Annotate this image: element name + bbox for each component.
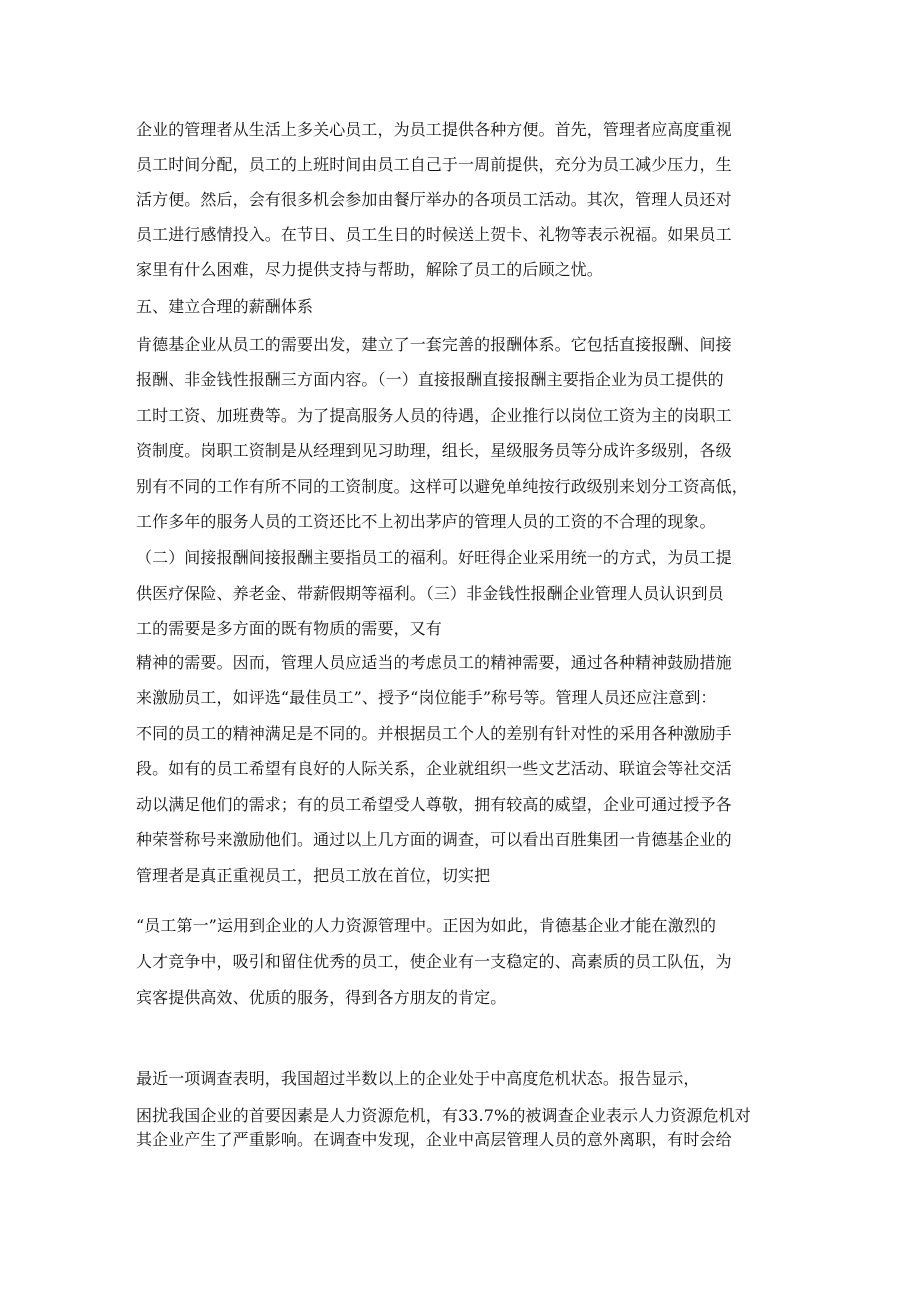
paragraph-line: 种荣誉称号来激励他们。通过以上几方面的调查，可以看出百胜集团一肯德基企业的 bbox=[136, 830, 732, 849]
paragraph-line: 工的需要是多方面的既有物质的需要，又有 bbox=[136, 619, 442, 638]
paragraph-line: 人才竞争中，吸引和留住优秀的员工，使企业有一支稳定的、高素质的员工队伍，为 bbox=[136, 952, 732, 971]
paragraph-line: 来激励员工，如评选“最佳员工”、授予“岗位能手”称号等。管理人员还应注意到： bbox=[136, 688, 717, 707]
paragraph-line: 员工进行感情投入。在节日、员工生日的时候送上贺卡、礼物等表示祝福。如果员工 bbox=[136, 225, 732, 244]
paragraph-line: 不同的员工的精神满足是不同的。并根据员工个人的差别有针对性的采用各种激励手 bbox=[136, 724, 732, 743]
paragraph-line: 企业的管理者从生活上多关心员工，为员工提供各种方便。首先，管理者应高度重视 bbox=[136, 120, 732, 139]
paragraph-line: 肯德基企业从员工的需要出发，建立了一套完善的报酬体系。它包括直接报酬、间接 bbox=[136, 335, 732, 354]
paragraph-line: 动以满足他们的需求；有的员工希望受人尊敬，拥有较高的威望，企业可通过授予各 bbox=[136, 795, 732, 814]
paragraph-line: 管理者是真正重视员工，把员工放在首位，切实把 bbox=[136, 866, 491, 885]
paragraph-line: 报酬、非金钱性报酬三方面内容。（一）直接报酬直接报酬主要指企业为员工提供的 bbox=[136, 370, 724, 389]
paragraph-line: 其企业产生了严重影响。在调查中发现，企业中高层管理人员的意外离职，有时会给 bbox=[136, 1130, 732, 1149]
paragraph-line: （二）间接报酬间接报酬主要指员工的福利。好旺得企业采用统一的方式，为员工提 bbox=[136, 548, 732, 567]
section-heading: 五、建立合理的薪酬体系 bbox=[136, 297, 314, 316]
paragraph-line: 段。如有的员工希望有良好的人际关系，企业就组织一些文艺活动、联谊会等社交活 bbox=[136, 759, 732, 778]
paragraph-line: 工作多年的服务人员的工资还比不上初出茅庐的管理人员的工资的不合理的现象。 bbox=[136, 512, 716, 531]
paragraph-line: 供医疗保险、养老金、带薪假期等福利。（三）非金钱性报酬企业管理人员认识到员 bbox=[136, 584, 724, 603]
paragraph-line: 困扰我国企业的首要因素是人力资源危机，有33.7%的被调查企业表示人力资源危机对 bbox=[136, 1106, 751, 1125]
paragraph-line: 精神的需要。因而，管理人员应适当的考虑员工的精神需要，通过各种精神鼓励措施 bbox=[136, 653, 732, 672]
paragraph-line: 宾客提供高效、优质的服务，得到各方朋友的肯定。 bbox=[136, 988, 507, 1007]
paragraph-line: 活方便。然后，会有很多机会参加由餐厅举办的各项员工活动。其次，管理人员还对 bbox=[136, 190, 732, 209]
paragraph-line: 最近一项调查表明，我国超过半数以上的企业处于中高度危机状态。报告显示， bbox=[136, 1069, 700, 1088]
paragraph-line: 家里有什么困难，尽力提供支持与帮助，解除了员工的后顾之忧。 bbox=[136, 260, 603, 279]
paragraph-line: “员工第一”运用到企业的人力资源管理中。正因为如此，肯德基企业才能在激烈的 bbox=[136, 916, 717, 935]
paragraph-line: 工时工资、加班费等。为了提高服务人员的待遇，企业推行以岗位工资为主的岗职工 bbox=[136, 406, 732, 425]
paragraph-line: 资制度。岗职工资制是从经理到见习助理，组长，星级服务员等分成许多级别，各级 bbox=[136, 441, 732, 460]
paragraph-line: 员工时间分配，员工的上班时间由员工自己于一周前提供，充分为员工减少压力，生 bbox=[136, 155, 732, 174]
paragraph-line: 别有不同的工作有所不同的工资制度。这样可以避免单纯按行政级别来划分工资高低， bbox=[136, 477, 748, 496]
